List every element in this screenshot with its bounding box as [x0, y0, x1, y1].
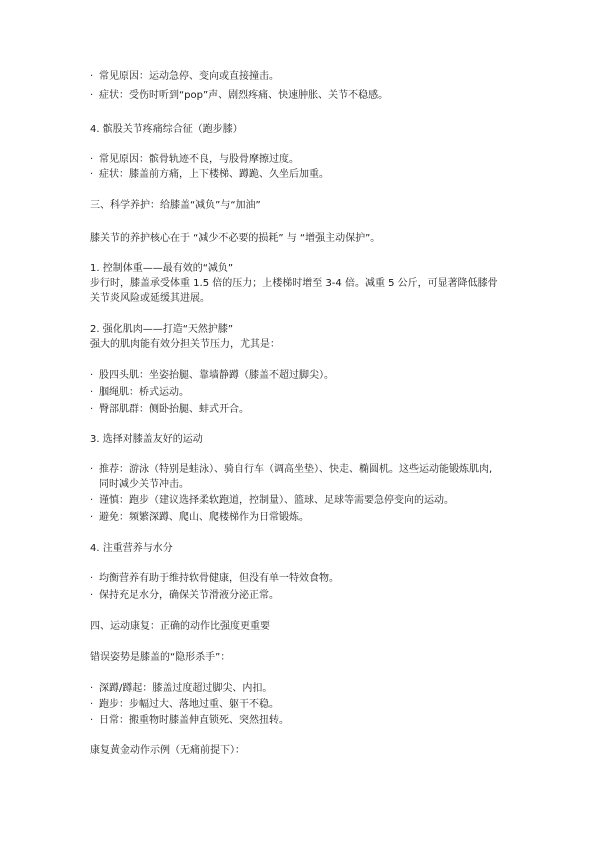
section-heading: 3. 选择对膝盖友好的运动 [90, 434, 203, 445]
bullet-line: · 症状：受伤时听到“pop”声、剧烈疼痛、快速肿胀、关节不稳感。 [90, 89, 520, 102]
paragraph-line: 康复黄金动作示例（无痛前提下）： [90, 745, 245, 756]
bullet-line: · 谨慎：跑步（建议选择柔软跑道，控制量）、篮球、足球等需要急停变向的运动。 [90, 494, 520, 507]
bullet-line: · 常见原因：运动急停、变向或直接撞击。 [90, 70, 520, 83]
paragraph-line: 同时减少关节冲击。 [99, 479, 189, 490]
bullet-line: · 股四头肌：坐姿抬腿、靠墙静蹲（膝盖不超过脚尖）。 [90, 369, 520, 382]
bullet-line: · 深蹲/蹲起：膝盖过度超过脚尖、内扣。 [90, 682, 520, 695]
section-heading: 4. 注重营养与水分 [90, 543, 173, 554]
bullet-line: · 避免：频繁深蹲、爬山、爬楼梯作为日常锻炼。 [90, 511, 520, 524]
bullet-line: · 日常：搬重物时膝盖伸直锁死、突然扭转。 [90, 714, 520, 727]
bullet-line: · 腘绳肌：桥式运动。 [90, 386, 520, 399]
paragraph-line: 强大的肌肉能有效分担关节压力，尤其是： [90, 339, 280, 350]
chapter-heading: 四、运动康复：正确的动作比强度更重要 [90, 621, 270, 632]
bullet-line: · 症状：膝盖前方痛，上下楼梯、蹲跪、久坐后加重。 [90, 168, 520, 181]
paragraph-line: 步行时，膝盖承受体重 1.5 倍的压力；上楼梯时增至 3-4 倍。减重 5 公斤，可显著降低膝骨 [90, 278, 498, 289]
bullet-line: · 推荐：游泳（特别是蛙泳）、骑自行车（调高坐垫）、快走、椭圆机。这些运动能锻炼肌肉, [90, 463, 520, 476]
section-heading: 1. 控制体重——最有效的“减负” [90, 263, 234, 274]
section-heading: 2. 强化肌肉——打造“天然护膝” [90, 324, 234, 335]
section-heading: 4. 髌股关节疼痛综合征（跑步膝） [90, 124, 243, 135]
bullet-line: · 均衡营养有助于维持软骨健康，但没有单一特效食物。 [90, 572, 520, 585]
paragraph-line: 错误姿势是膝盖的“隐形杀手”： [90, 652, 231, 663]
bullet-line: · 跑步：步幅过大、落地过重、躯干不稳。 [90, 698, 520, 711]
bullet-line: · 臀部肌群：侧卧抬腿、蚌式开合。 [90, 403, 520, 416]
paragraph-line: 关节炎风险或延缓其进展。 [90, 293, 210, 304]
paragraph-line: 膝关节的养护核心在于 “减少不必要的损耗” 与 “增强主动保护”。 [90, 233, 381, 244]
bullet-line: · 常见原因：髌骨轨迹不良，与股骨摩擦过度。 [90, 153, 520, 166]
chapter-heading: 三、科学养护：给膝盖“减负”与“加油” [90, 200, 261, 211]
bullet-line: · 保持充足水分，确保关节滑液分泌正常。 [90, 589, 520, 602]
